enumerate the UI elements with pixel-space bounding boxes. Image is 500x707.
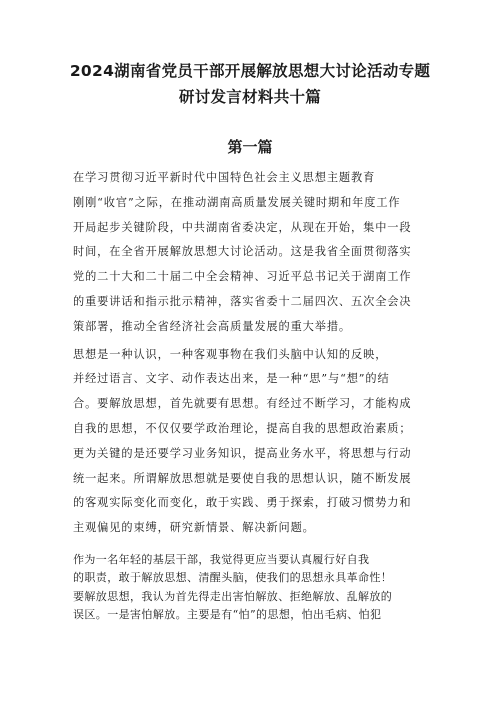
- paragraph-line: 要解放思想，我认为首先得走出害怕解放、拒绝解放、乱解放的: [73, 589, 393, 603]
- paragraph-line: 在学习贯彻习近平新时代中国特色社会主义思想主题教育: [73, 171, 376, 184]
- paragraph-line: 的重要讲话和指示批示精神，落实省委十二届四次、五次全会决: [73, 294, 412, 308]
- paragraph-line: 主观偏见的束缚，研究新情景、解决新问题。: [73, 521, 315, 535]
- paragraph-line: 的客观实际变化而变化，敢于实践、勇于探索，打破习惯势力和: [73, 496, 412, 510]
- paragraph-line: 策部署，推动全省经济社会高质量发展的重大举措。: [73, 319, 352, 333]
- paragraph-line: 刚刚“收官”之际，在推动湖南高质量发展关键时期和年度工作: [73, 195, 401, 209]
- paragraph-line: 自我的思想，不仅仅要学政治理论，提高自我的思想政治素质；: [73, 421, 412, 435]
- paragraph-line: 时间，在全省开展解放思想大讨论活动。这是我省全面贯彻落实: [73, 245, 412, 259]
- paragraph-line: 开局起步关键阶段，中共湖南省委决定，从现在开始，集中一段: [73, 220, 412, 234]
- paragraph-line: 党的二十大和二十届二中全会精神、习近平总书记关于湖南工作: [73, 270, 412, 284]
- paragraph-line: 思想是一种认识，一种客观事物在我们头脑中认知的反映，: [73, 347, 388, 361]
- paragraph-line: 更为关键的是还要学习业务知识，提高业务水平，将思想与行动: [73, 446, 412, 460]
- paragraph-line: 合。要解放思想，首先就要有思想。有经过不断学习，才能构成: [73, 397, 412, 411]
- paragraph-line: 误区。一是害怕解放。主要是有“怕”的思想，怕出毛病、怕犯: [73, 608, 382, 622]
- document-title: [50, 58, 450, 110]
- paragraph-line: 作为一名年轻的基层干部，我觉得更应当要认真履行好自我: [73, 552, 370, 566]
- paragraph-3: [0, 551, 500, 625]
- paragraph-line: 的职责，敢于解放思想、清醒头脑，使我们的思想永具革命性！: [73, 571, 393, 585]
- document-title-line-1: 2024湖南省党员干部开展解放思想大讨论活动专题: [69, 62, 431, 80]
- paragraph-line: 统一起来。所谓解放思想就是要使自我的思想认识，随不断发展: [73, 471, 412, 485]
- section-heading: 第一篇: [227, 138, 273, 156]
- paragraph-1: [0, 166, 500, 340]
- document-title-line-2: 研讨发言材料共十篇: [178, 88, 322, 106]
- paragraph-2: [0, 343, 500, 541]
- paragraph-line: 并经过语言、文字、动作表达出来，是一种“思”与“想”的结: [73, 372, 390, 386]
